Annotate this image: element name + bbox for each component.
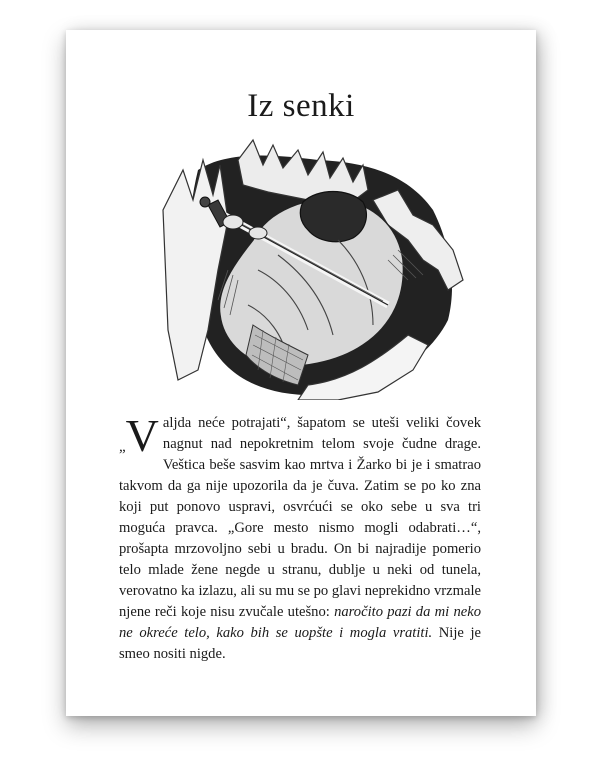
paragraph-text-2: Nije je smeo nositi nigde. [119, 625, 481, 662]
chapter-title: Iz senki [247, 88, 355, 124]
chapter-body [119, 410, 482, 665]
paragraph-italic: naročito pazi da mi neko ne okreće telo, kako bih se uopšte i mogla vratiti. [119, 604, 482, 641]
hand-right [249, 227, 267, 239]
drop-cap-letter: V [125, 410, 159, 461]
opening-paragraph [119, 410, 482, 665]
paragraph-text-1: aljda neće potrajati“, šapatom se uteši veliki čovek nagnut nad nepokretnim telom svoje čudne drage. Veštica beše sasvim kao mrtva i Žarko bi je i smatrao takvom da ga nije upozorila da je čuva. Zatim se po ko zna koji put ponovo uspravi, osvrćući se oko sebe u sva tri moguća pravca. „Gore mesto nismo mogli odabrati…“, prošapta mrzovoljno sebi u bradu. On bi najradije pomerio telo mlade žene negde u stranu, dublje u neki od tunela, verovatno ka izlazu, ali su mu se po glavi neprekidno vrzmale njene reči koje nisu zvučale utešno: [119, 415, 481, 620]
sword-pommel [200, 197, 210, 207]
book-page [66, 30, 536, 716]
opening-quote: „ [119, 439, 126, 455]
chapter-illustration [158, 130, 468, 400]
drop-cap [119, 410, 159, 464]
hand-left [223, 215, 243, 229]
